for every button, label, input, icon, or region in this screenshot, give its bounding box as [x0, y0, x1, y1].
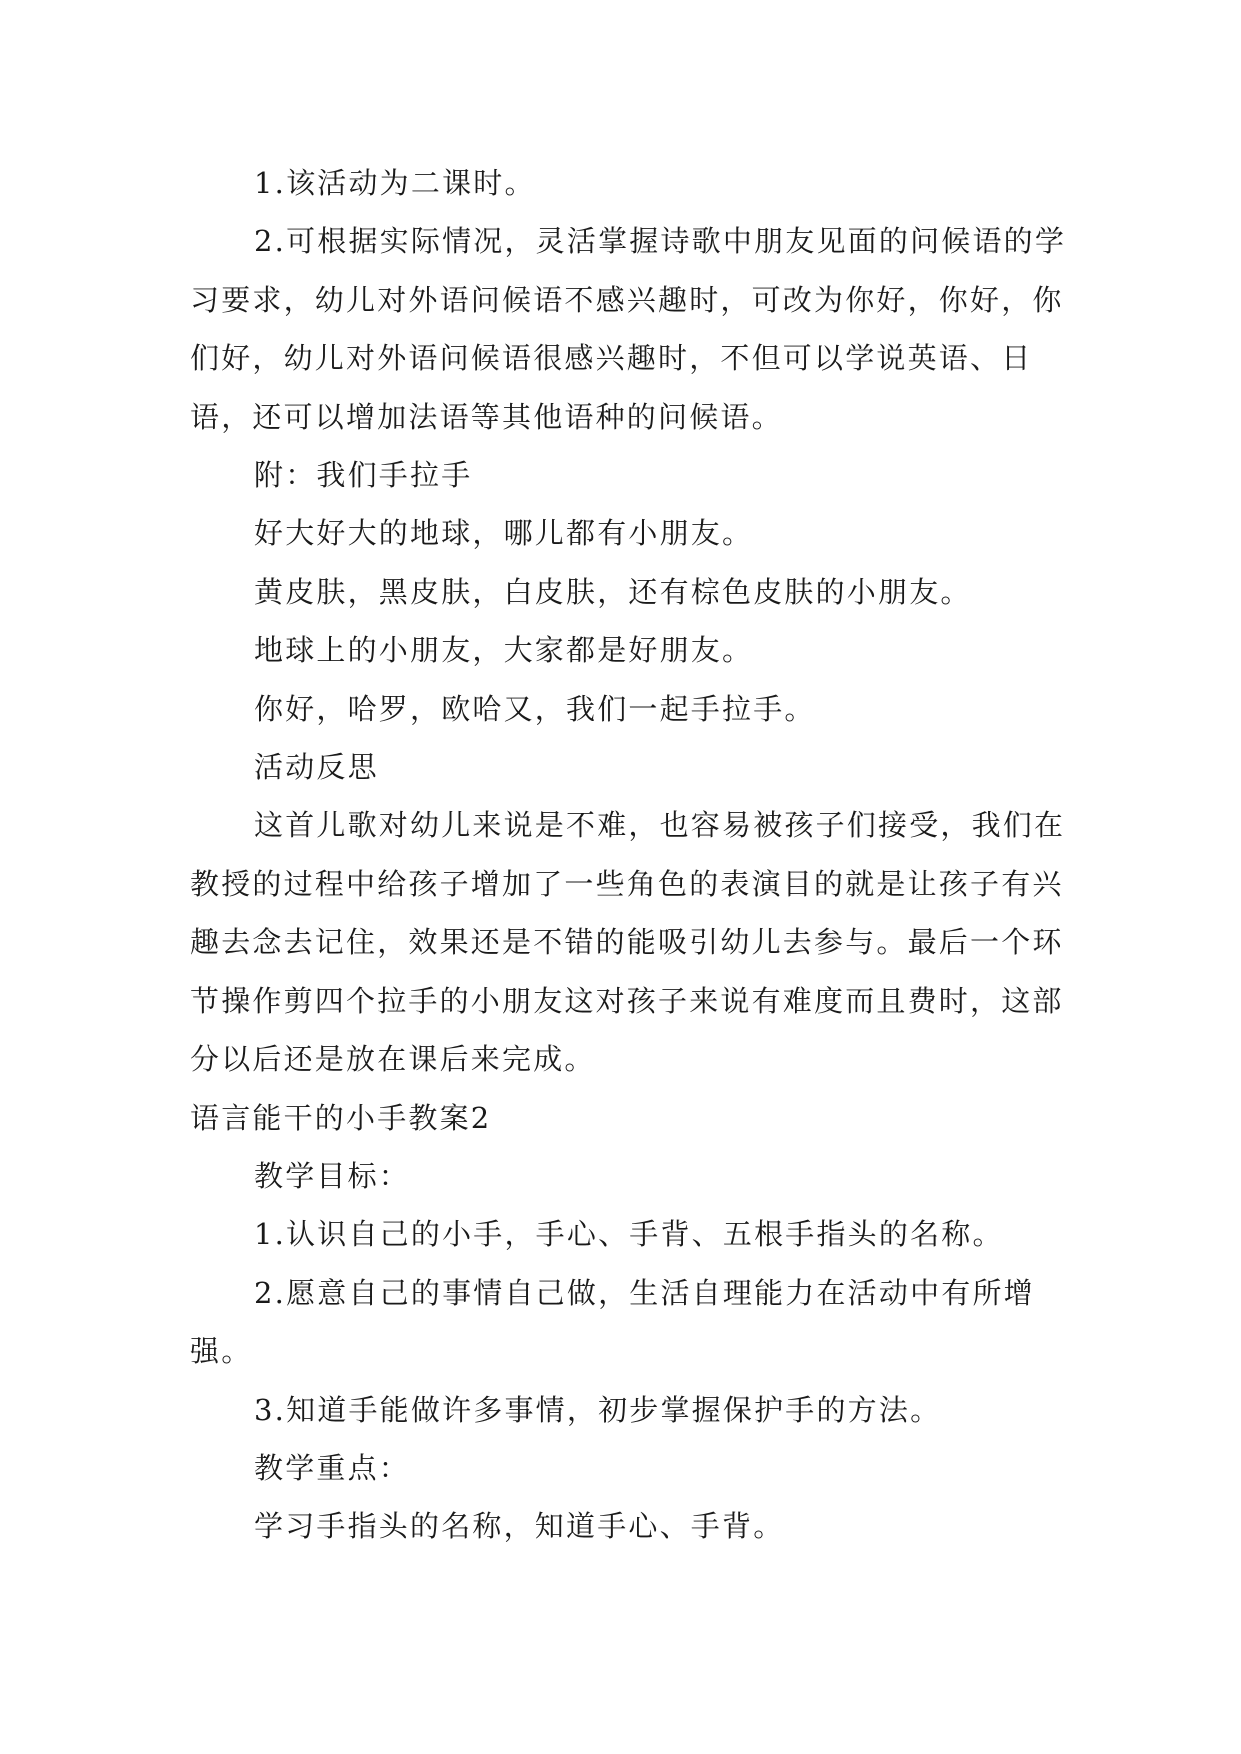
poem-line-2: 黄皮肤，黑皮肤，白皮肤，还有棕色皮肤的小朋友。	[254, 574, 972, 609]
document-body	[190, 154, 1070, 1556]
focus-item-1: 学习手指头的名称，知道手心、手背。	[254, 1509, 785, 1544]
poem-line-4: 你好，哈罗，欧哈又，我们一起手拉手。	[254, 691, 816, 726]
section-heading-reflection: 活动反思	[254, 750, 379, 785]
goal-item-1: 1.认识自己的小手，手心、手背、五根手指头的名称。	[254, 1217, 1004, 1252]
lesson-title: 语言能干的小手教案2	[190, 1100, 492, 1135]
paragraph-reflection: 这首儿歌对幼儿来说是不难，也容易被孩子们接受，我们在教授的过程中给孩子增加了一些角色的表演目的就是让孩子有兴趣去念去记住，效果还是不错的能吸引幼儿去参与。最后一个环节操作剪四个拉手的小朋友这对孩子来说有难度而且费时，这部分以后还是放在课后来完成。	[190, 808, 1066, 1077]
poem-title: 附：我们手拉手	[254, 458, 473, 493]
poem-line-1: 好大好大的地球，哪儿都有小朋友。	[254, 516, 754, 551]
section-heading-focus: 教学重点：	[254, 1450, 411, 1485]
paragraph-note-1: 1.该活动为二课时。	[254, 166, 536, 200]
paragraph-note-2: 2.可根据实际情况，灵活掌握诗歌中朋友见面的问候语的学习要求，幼儿对外语问候语不感兴趣时，可改为你好，你好，你们好，幼儿对外语问候语很感兴趣时，不但可以学说英语、日语，还可以增加法语等其他语种的问候语。	[190, 224, 1067, 434]
goal-item-3: 3.知道手能做许多事情，初步掌握保护手的方法。	[254, 1392, 942, 1427]
poem-line-3: 地球上的小朋友，大家都是好朋友。	[254, 633, 754, 668]
goal-item-2: 2.愿意自己的事情自己做，生活自理能力在活动中有所增强。	[190, 1275, 1035, 1369]
section-heading-goals: 教学目标：	[254, 1158, 411, 1193]
